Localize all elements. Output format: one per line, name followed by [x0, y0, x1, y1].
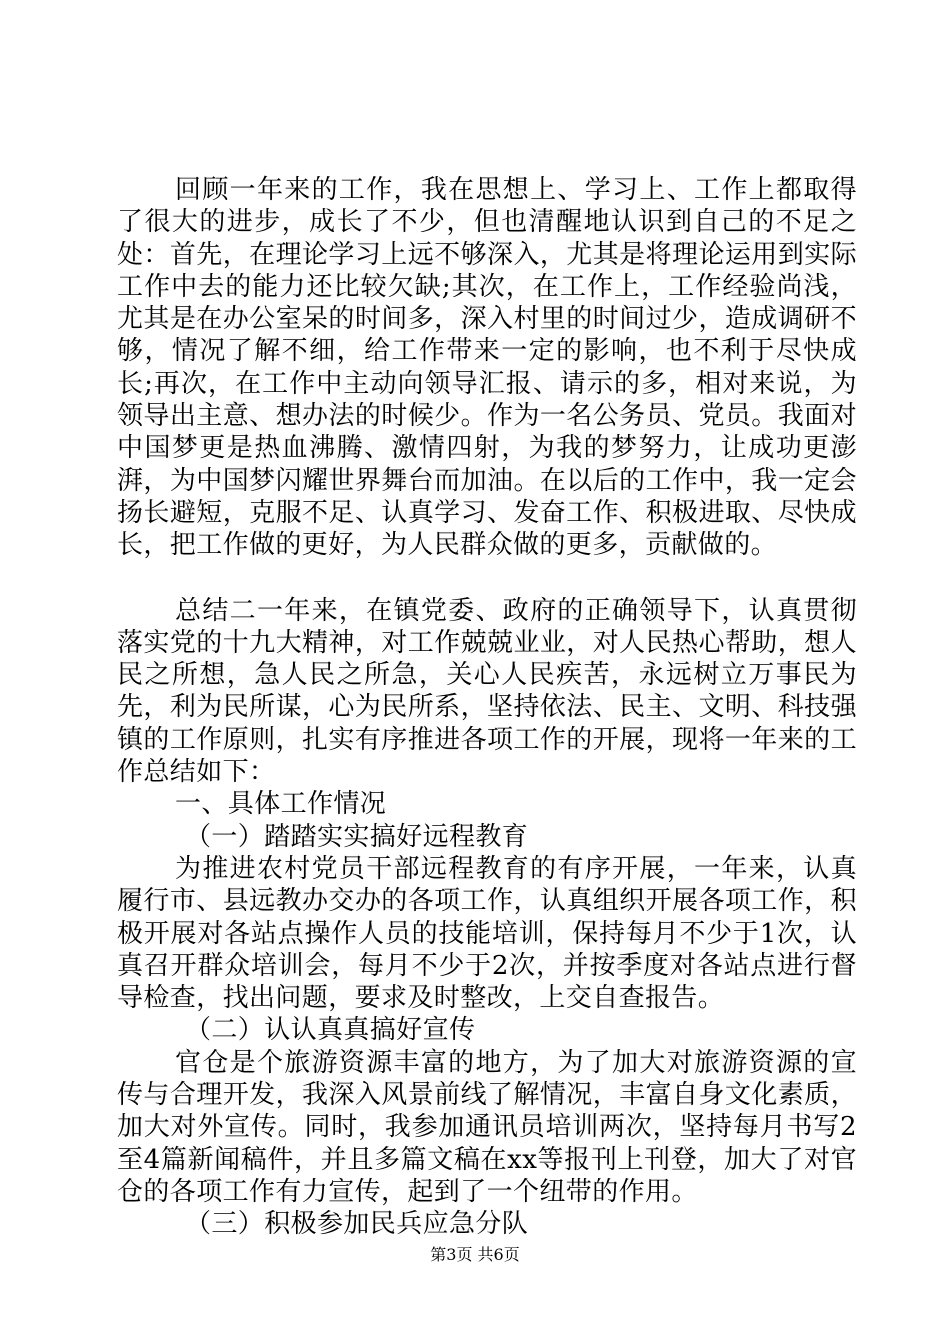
paragraph-annual-summary-intro: 总结二一年来，在镇党委、政府的正确领导下，认真贯彻落实党的十九大精神，对工作兢兢业业，对人民热心帮助，想人民之所想，急人民之所急，关心人民疾苦，永远树立万事民为先，利为民所谋，心为民所系，坚持依法、民主、文明、科技强镇的工作原则，扎实有序推进各项工作的开展，现将一年来的工作总结如下：	[117, 595, 857, 788]
subheading-remote-education: （一）踏踏实实搞好远程教育	[185, 821, 529, 852]
paragraph-remote-education: 为推进农村党员干部远程教育的有序开展，一年来，认真履行市、县远教办交办的各项工作，认真组织开展各项工作，积极开展对各站点操作人员的技能培训，保持每月不少于1次，认真召开群众培训会，每月不少于2次，并按季度对各站点进行督导检查，找出问题，要求及时整改，上交自查报告。	[117, 853, 857, 1014]
paragraph-self-reflection: 回顾一年来的工作，我在思想上、学习上、工作上都取得了很大的进步，成长了不少，但也清醒地认识到自己的不足之处：首先，在理论学习上远不够深入，尤其是将理论运用到实际工作中去的能力还比较欠缺;其次，在工作上，工作经验尚浅，尤其是在办公室呆的时间多，深入村里的时间过少，造成调研不够，情况了解不细，给工作带来一定的影响，也不利于尽快成长;再次，在工作中主动向领导汇报、请示的多，相对来说，为领导出主意、想办法的时候少。作为一名公务员、党员。我面对中国梦更是热血沸腾、激情四射，为我的梦努力，让成功更澎湃，为中国梦闪耀世界舞台而加油。在以后的工作中，我一定会扬长避短，克服不足、认真学习、发奋工作、积极进取、尽快成长，把工作做的更好，为人民群众做的更多，贡献做的。	[117, 175, 857, 561]
subheading-militia: （三）积极参加民兵应急分队	[185, 1209, 529, 1240]
page-number-footer: 第3页 共6页	[430, 1245, 520, 1264]
document-body	[117, 174, 857, 1241]
paragraph-publicity: 官仓是个旅游资源丰富的地方，为了加大对旅游资源的宣传与合理开发，我深入风景前线了解情况，丰富自身文化素质，加大对外宣传。同时，我参加通讯员培训两次，坚持每月书写2至4篇新闻稿件，并且多篇文稿在xx等报刊上刊登，加大了对官仓的各项工作有力宣传，起到了一个纽带的作用。	[117, 1047, 857, 1207]
section-heading-work-situation: 一、具体工作情况	[175, 789, 387, 820]
subheading-publicity: （二）认认真真搞好宣传	[185, 1015, 476, 1046]
paragraph-spacer	[117, 562, 857, 595]
